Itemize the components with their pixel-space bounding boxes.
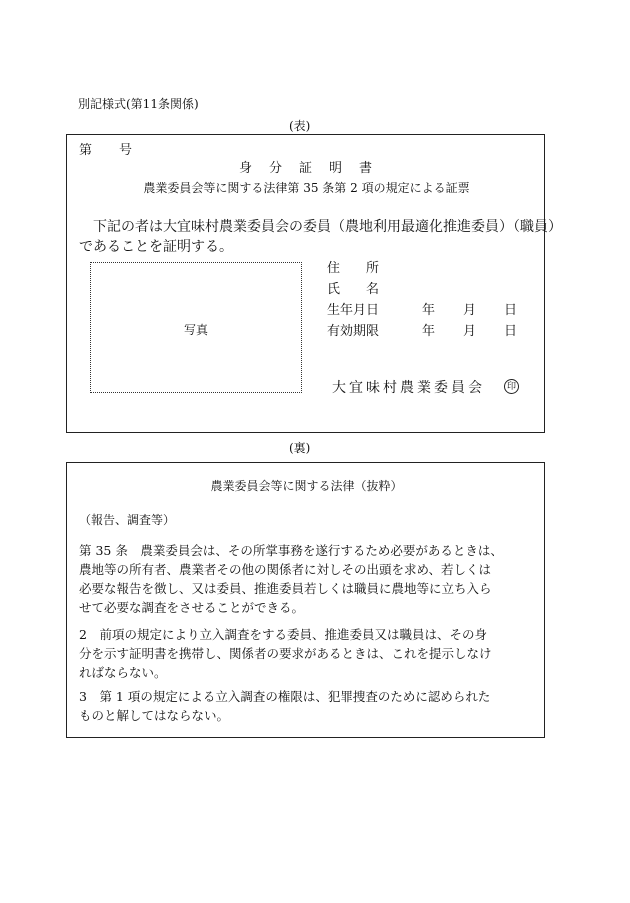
text-line: せて必要な調査をさせることができる。 [79, 600, 305, 615]
name-label: 氏 名 [327, 282, 380, 297]
certify-text-line1: 下記の者は大宜味村農業委員会の委員（農地利用最適化推進委員）（職員） [93, 219, 562, 235]
front-card [66, 134, 562, 433]
article-35-paragraph-2 [79, 625, 539, 682]
birth-year-unit: 年 [422, 303, 436, 318]
text-line: 第 35 条 農業委員会は、その所掌事務を遂行するため必要があるときは、 [79, 543, 503, 558]
form-reference-note: 別記様式(第11条関係) [78, 97, 199, 111]
back-card [66, 462, 545, 738]
validity-day-unit: 日 [504, 324, 518, 339]
validity-month-unit: 月 [463, 324, 477, 339]
back-side-label: (裏) [289, 441, 311, 455]
certificate-number-prefix: 第 [79, 143, 93, 158]
birth-day-unit: 日 [504, 303, 518, 318]
card-title: 身 分 証 明 書 [238, 161, 374, 176]
birth-month-unit: 月 [463, 303, 477, 318]
photo-label: 写真 [183, 323, 208, 337]
photo-placeholder [90, 262, 302, 393]
law-excerpt-title: 農業委員会等に関する法律（抜粋） [210, 479, 403, 493]
front-side-label: (表) [289, 119, 311, 133]
birthdate-label: 生年月日 [327, 303, 380, 318]
card-subtitle: 農業委員会等に関する法律第 35 条第 2 項の規定による証票 [143, 181, 470, 195]
address-label: 住 所 [327, 261, 380, 276]
certify-text-line2: であることを証明する。 [79, 239, 233, 255]
article-35-paragraph-3 [79, 687, 539, 725]
text-line: ものと解してはならない。 [79, 708, 230, 723]
text-line: 分を示す証明書を携帯し、関係者の要求があるときは、これを提示しなけ [79, 646, 492, 661]
validity-label: 有効期限 [327, 324, 380, 339]
validity-year-unit: 年 [422, 324, 436, 339]
text-line: ればならない。 [79, 665, 167, 680]
certificate-number-suffix: 号 [119, 143, 133, 158]
issuer-name: 大宜味村農業委員会 [332, 380, 485, 396]
text-line: 3 第 1 項の規定による立入調査の権限は、犯罪捜査のために認められた [79, 689, 491, 704]
text-line: 必要な報告を徴し、又は委員、推進委員若しくは職員に農地等に立ち入ら [79, 581, 492, 596]
seal-mark: 印 [504, 379, 519, 394]
text-line: 2 前項の規定により立入調査をする委員、推進委員又は職員は、その身 [79, 627, 487, 642]
article-35-paragraph-1 [79, 541, 539, 617]
section-heading: （報告、調査等） [79, 513, 176, 527]
text-line: 農地等の所有者、農業者その他の関係者に対しその出頭を求め、若しくは [79, 562, 492, 577]
